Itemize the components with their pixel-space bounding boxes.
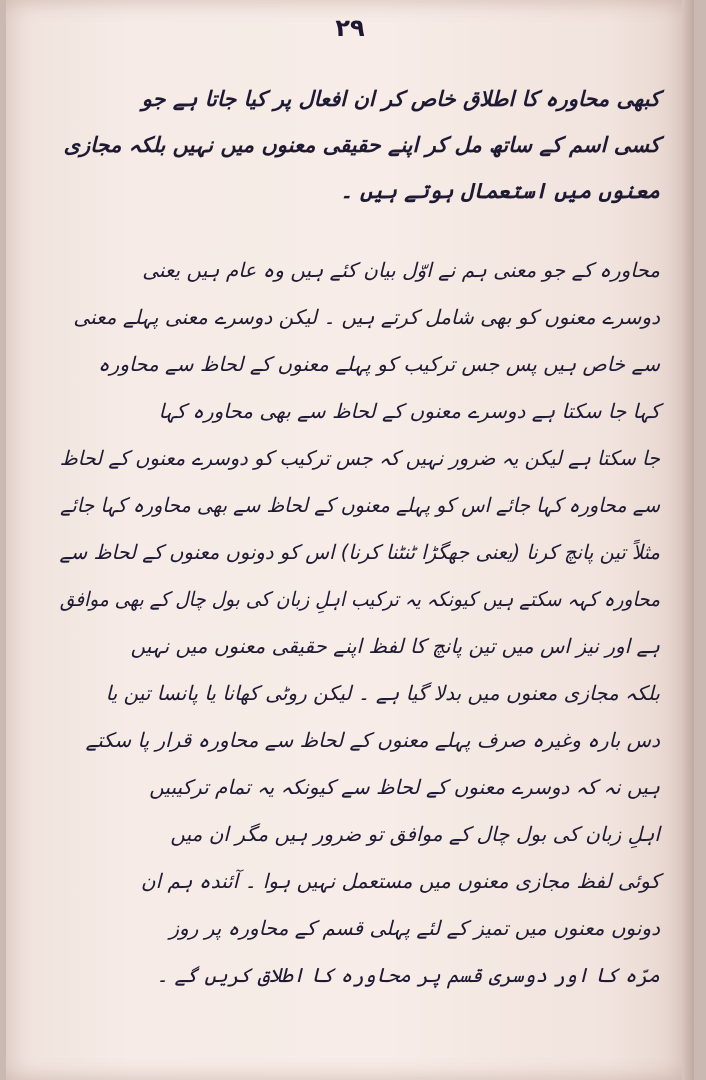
text-line: ہے اور نیز اس میں تین پانچ کا لفظ اپنے حقیقی معنوں میں نہیں [130, 634, 660, 658]
text-line: کبھی محاورہ کا اطلاق خاص کر ان افعال پر کیا جاتا ہے جو [141, 87, 660, 111]
paragraph-1 [60, 76, 660, 214]
text-line: دوسرے معنوں کو بھی شامل کرتے ہیں ۔ لیکن دوسرے معنی پہلے معنی [73, 305, 660, 329]
text-line: مرّہ کا اور دوسری قسم پر محاورہ کا اطلاق کریں گے ۔ [156, 963, 660, 987]
text-line: ہیں نہ کہ دوسرے معنوں کے لحاظ سے کیونکہ یہ تمام ترکیبیں [149, 775, 660, 799]
text-line: معنوں میں استعمال ہوتے ہیں ۔ [340, 179, 660, 203]
text-line: کہا جا سکتا ہے دوسرے معنوں کے لحاظ سے بھی محاورہ کہا [158, 399, 660, 423]
text-line: اہلِ زبان کی بول چال کے موافق تو ضرور ہیں مگر ان میں [170, 822, 660, 846]
text-line: مثلاً تین پانچ کرنا (یعنی جھگڑا ٹنٹنا کرنا) اس کو دونوں معنوں کے لحاظ سے [59, 540, 660, 564]
text-line: بلکہ مجازی معنوں میں بدلا گیا ہے ۔ لیکن روٹی کھانا یا پانسا تین یا [105, 681, 660, 705]
text-line: محاورہ کہہ سکتے ہیں کیونکہ یہ ترکیب اہلِ زبان کی بول چال کے بھی موافق [59, 587, 660, 611]
page-number: ۲۹ [335, 14, 365, 42]
text-line: سے خاص ہیں پس جس ترکیب کو پہلے معنوں کے لحاظ سے محاورہ [97, 352, 660, 376]
text-line: دس بارہ وغیرہ صرف پہلے معنوں کے لحاظ سے محاورہ قرار پا سکتے [85, 728, 660, 752]
text-line: دونوں معنوں میں تمیز کے لئے پہلی قسم کے محاورہ پر روز [169, 916, 660, 940]
text-line: محاورہ کے جو معنی ہم نے اوّل بیان کئے ہیں وہ عام ہیں یعنی [142, 258, 660, 282]
text-line: سے محاورہ کہا جائے اس کو پہلے معنوں کے لحاظ سے بھی محاورہ کہا جائے [60, 493, 660, 517]
text-line: کوئی لفظ مجازی معنوں میں مستعمل نہیں ہوا ۔ آئندہ ہم ان [140, 869, 660, 893]
book-page [6, 0, 694, 1080]
paragraph-2 [60, 247, 660, 999]
text-line: جا سکتا ہے لیکن یہ ضرور نہیں کہ جس ترکیب کو دوسرے معنوں کے لحاظ [59, 446, 660, 470]
page-edge-shadow [682, 0, 694, 1080]
text-line: کسی اسم کے ساتھ مل کر اپنے حقیقی معنوں میں نہیں بلکہ مجازی [63, 133, 660, 157]
